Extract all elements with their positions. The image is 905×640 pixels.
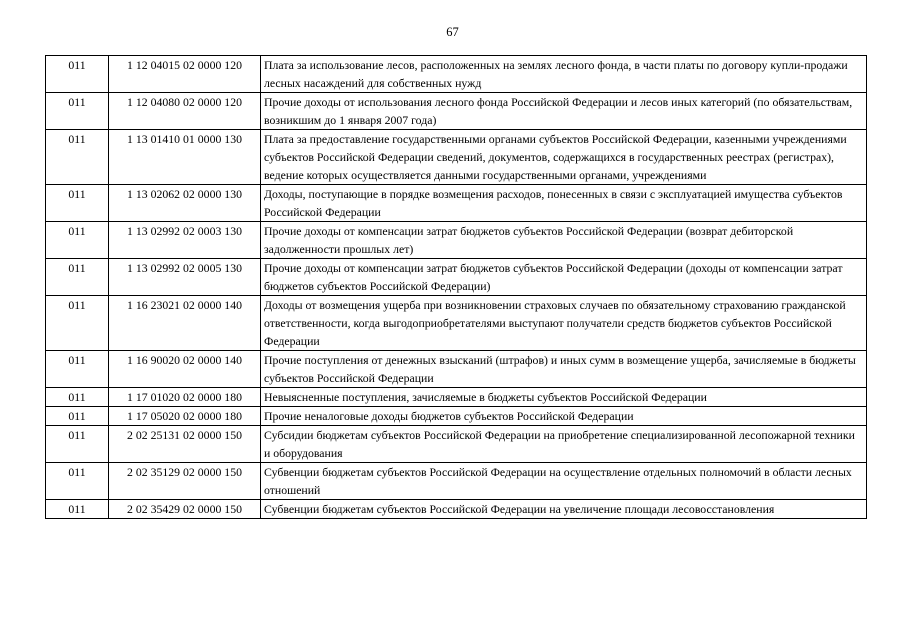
admin-code-cell: 011 — [46, 222, 109, 259]
revenue-name-cell: Прочие доходы от компенсации затрат бюджетов субъектов Российской Федерации (возврат дебиторской задолженности прошлых лет) — [261, 222, 867, 259]
budget-code-cell: 1 13 01410 01 0000 130 — [109, 130, 261, 185]
table-row — [46, 351, 867, 388]
budget-code-cell: 2 02 35129 02 0000 150 — [109, 463, 261, 500]
revenue-name-cell: Прочие доходы от использования лесного фонда Российской Федерации и лесов иных категорий (по обязательствам, возникшим до 1 января 2007 года) — [261, 93, 867, 130]
revenue-name-cell: Прочие поступления от денежных взысканий (штрафов) и иных сумм в возмещение ущерба, зачисляемые в бюджеты субъектов Российской Федерации — [261, 351, 867, 388]
admin-code-cell: 011 — [46, 185, 109, 222]
table-row — [46, 407, 867, 426]
admin-code-cell: 011 — [46, 56, 109, 93]
revenue-name-cell: Невыясненные поступления, зачисляемые в бюджеты субъектов Российской Федерации — [261, 388, 867, 407]
revenue-name-cell: Плата за использование лесов, расположенных на землях лесного фонда, в части платы по договору купли-продажи лесных насаждений для собственных нужд — [261, 56, 867, 93]
revenue-name-cell: Плата за предоставление государственными органами субъектов Российской Федерации, казенными учреждениями субъектов Российской Федерации сведений, документов, содержащихся в государственных реестрах (регистрах), ведение которых осуществляется данными государственными органами, учреждениями — [261, 130, 867, 185]
revenue-name-cell: Прочие доходы от компенсации затрат бюджетов субъектов Российской Федерации (доходы от компенсации затрат бюджетов субъектов Российской Федерации) — [261, 259, 867, 296]
admin-code-cell: 011 — [46, 296, 109, 351]
table-row — [46, 388, 867, 407]
budget-code-cell: 1 13 02062 02 0000 130 — [109, 185, 261, 222]
page-number: 67 — [446, 25, 459, 39]
budget-code-cell: 2 02 35429 02 0000 150 — [109, 500, 261, 519]
admin-code-cell: 011 — [46, 351, 109, 388]
admin-code-cell: 011 — [46, 388, 109, 407]
revenue-name-cell: Прочие неналоговые доходы бюджетов субъектов Российской Федерации — [261, 407, 867, 426]
revenue-name-cell: Субсидии бюджетам субъектов Российской Федерации на приобретение специализированной лесопожарной техники и оборудования — [261, 426, 867, 463]
budget-code-cell: 1 17 01020 02 0000 180 — [109, 388, 261, 407]
table-row — [46, 93, 867, 130]
admin-code-cell: 011 — [46, 130, 109, 185]
table-row — [46, 56, 867, 93]
table-row — [46, 222, 867, 259]
admin-code-cell: 011 — [46, 426, 109, 463]
table-row — [46, 130, 867, 185]
budget-code-cell: 1 13 02992 02 0003 130 — [109, 222, 261, 259]
table-row — [46, 185, 867, 222]
revenue-codes-table — [45, 55, 867, 519]
budget-code-cell: 2 02 25131 02 0000 150 — [109, 426, 261, 463]
table-row — [46, 426, 867, 463]
admin-code-cell: 011 — [46, 259, 109, 296]
table-row — [46, 500, 867, 519]
revenue-name-cell: Доходы от возмещения ущерба при возникновении страховых случаев по обязательному страхованию гражданской ответственности, когда выгодоприобретателями выступают получатели средств бюджетов субъектов Российской Федерации — [261, 296, 867, 351]
budget-code-cell: 1 12 04080 02 0000 120 — [109, 93, 261, 130]
revenue-name-cell: Субвенции бюджетам субъектов Российской Федерации на увеличение площади лесовосстановления — [261, 500, 867, 519]
table-row — [46, 296, 867, 351]
budget-code-cell: 1 16 90020 02 0000 140 — [109, 351, 261, 388]
admin-code-cell: 011 — [46, 500, 109, 519]
admin-code-cell: 011 — [46, 407, 109, 426]
revenue-name-cell: Доходы, поступающие в порядке возмещения расходов, понесенных в связи с эксплуатацией имущества субъектов Российской Федерации — [261, 185, 867, 222]
table-row — [46, 463, 867, 500]
budget-code-cell: 1 13 02992 02 0005 130 — [109, 259, 261, 296]
admin-code-cell: 011 — [46, 93, 109, 130]
budget-code-cell: 1 12 04015 02 0000 120 — [109, 56, 261, 93]
revenue-name-cell: Субвенции бюджетам субъектов Российской Федерации на осуществление отдельных полномочий в области лесных отношений — [261, 463, 867, 500]
admin-code-cell: 011 — [46, 463, 109, 500]
budget-code-cell: 1 16 23021 02 0000 140 — [109, 296, 261, 351]
budget-code-cell: 1 17 05020 02 0000 180 — [109, 407, 261, 426]
table-row — [46, 259, 867, 296]
